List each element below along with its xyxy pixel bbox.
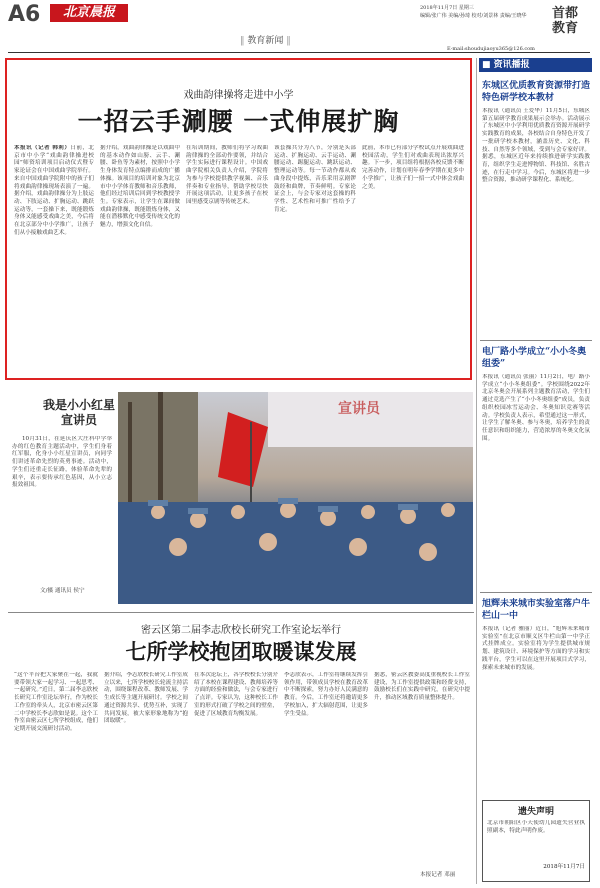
sidebar-item1-text: 本报讯（通讯员 王爱华）11月5日，东城区第五届研学教育成果展示会举办。活动展示了东城区中小学利用优质教育资源开展研学实践教育的成果，各校结合自身特色开发了一批研学校本教材，涵盖历史、文化、科技、自然等多个领域，受到与会专家好评。据悉，东城区近年来持续推进研学实践教育，组织学生走进博物馆、科技馆、名胜古迹，在行走中学习。今后，东城区将进一步整合资源，推动研学课程化、系统化。 [482, 108, 590, 184]
left-story-title: 我是小小红星宣讲员 [42, 398, 115, 427]
bottom-col-5: 据悉，密云区教委高度重视校长工作室建设，为工作室提供政策和经费支持，鼓励校长们在实践中研究，在研究中提升，推动区域教育质量整体提升。 [374, 672, 470, 702]
sidebar-divider-2 [480, 592, 592, 593]
sidebar-square-icon: ■ [482, 60, 491, 70]
header-rule [8, 52, 590, 53]
sidebar-item3-text: 本报讯（记者 雅丽）近日，“旭辉未来城市实验室”在北京市顺义区牛栏山第一中学正式挂牌成立。实验室将为学生提供城市规划、建筑设计、环境保护等方面的学习和实践平台，学生可以在这里开展项目式学习，探索未来城市的发展。 [482, 626, 590, 671]
lead-col-1 [14, 145, 94, 370]
sidebar-header [479, 58, 592, 72]
notice-date: 2018年11月7日 [543, 864, 585, 870]
sidebar-item3-title: 旭辉未来城市实验室落户牛栏山一中 [482, 599, 591, 621]
masthead-logo: 北京晨报 [50, 4, 128, 22]
photo-scene [118, 392, 473, 604]
bottom-col-2: 据介绍，李志欣校长研究工作室成立以来，七所学校校长轮流主持活动，围绕课程改革、教师发展、学生成长等主题开展研讨。学校之间通过资源共享、优势互补，实现了共同发展，被大家形象地称为“抱团取暖”。 [104, 672, 188, 725]
bottom-col-3: 在本次论坛上，各学校校长分别介绍了本校在课程建设、教师培养等方面的经验和做法，与会专家进行了点评。专家认为，这种校长工作室的形式打破了学校之间的壁垒，促进了区域教育均衡发展。 [194, 672, 278, 717]
header-date: 2018年11月7日 星期三 [420, 5, 474, 11]
bottom-rule [8, 612, 474, 613]
column-divider [476, 58, 477, 884]
header-editors: 编辑/张广伟 美编/孙琦 校对/刘景林 责编/王晓华 [420, 13, 527, 19]
sidebar-divider-1 [480, 340, 592, 341]
sidebar-item1-title: 东城区优质教育资源带打造特色研学校本教材 [482, 81, 591, 103]
lead-col-4: 该套操共分为八节，分别是头部运动、扩胸运动、云手运动、涮腰运动、踢腿运动、跳跃运动、整理运动等。每一节动作都从戏曲身段中提炼，音乐采用京剧锣鼓经和曲牌，节奏鲜明。专家论证会上，与会专家对这套操的科学性、艺术性和可推广性给予了肯定。 [274, 145, 356, 213]
notice-box [482, 800, 590, 882]
section-center: ‖ 教育新闻 ‖ [240, 36, 291, 46]
photo-banner-text: 宣讲员 [338, 401, 380, 417]
news-photo [118, 392, 473, 604]
bottom-kicker: 密云区第二届李志欣校长研究工作室论坛举行 [141, 625, 341, 636]
page-number: A6 [8, 2, 41, 27]
lead-byline: 本报讯（记者 韩莉） [14, 145, 71, 151]
bottom-headline: 七所学校抱团取暖谋发展 [125, 639, 357, 664]
sidebar-item2-title: 电厂路小学成立“小小冬奥组委” [482, 347, 587, 369]
lead-headline: 一招云手涮腰 一式伸展扩胸 [77, 107, 400, 136]
lead-col-1-text: 日前，北京市中小学“戏曲韵律操进校园”师资培训项目启动仪式暨专家论证会在中国戏曲学院举行。来自中国戏曲学院附中的孩子们将戏曲韵律操现场表演了一遍。据介绍，戏曲韵律操分为上肢运动、下肢运动、扩胸运动、跳跃运动等，一套操下来，既能锻炼身体又能感受戏曲之美，今后将在北京部分中小学推广，让孩子们从小接触戏曲艺术。 [14, 145, 94, 236]
notice-text: 北京市朝阳区小天使幼儿园遗失营业执照副本，特此声明作废。 [487, 820, 585, 834]
section-title-right: 首都 [552, 6, 579, 21]
sidebar-item2-text: 本报讯（通讯员 张丽）11月2日，电厂路小学成立“小小冬奥组委”。学校围绕2022年北京冬奥会开展系列主题教育活动，学生们通过竞选产生了“小小冬奥组委”成员，负责组织校园冰雪运动会、冬奥知识竞赛等活动。学校负责人表示，希望通过这一形式，让学生了解冬奥、参与冬奥，培养学生的责任意识和组织能力，营造浓厚的冬奥文化氛围。 [482, 374, 590, 442]
sidebar-title: 资讯播报 [493, 60, 530, 70]
lead-col-5: 此前，本市已有部分学校试点开展戏曲进校园活动，学生们对戏曲表现出浓厚兴趣。下一步，项目组将根据各校反馈不断完善动作，计划在明年春季学期在更多中小学推广，让孩子们一招一式中体会戏曲之美。 [362, 145, 464, 190]
lead-col-2: 据介绍，戏曲韵律操是以戏曲中的基本动作如山膀、云手、涮腰、卧鱼等为素材，按照中小学生身体发育特点编排而成的广播体操。该项目的培训对象为北京市中小学体育教师和音乐教师，他们经过培训后回到学校教授学生。专家表示，让学生在课间做戏曲韵律操，既能锻炼身体，又能在潜移默化中感受传统文化的魅力，增强文化自信。 [100, 145, 180, 229]
left-story-text: 10月31日，在延庆区大庄科中学举办的红色教育主题活动中，学生们身着红军服，化身小小红星宣讲员，向同学们讲述革命先烈的英勇事迹。活动中，学生们还重走长征路，体验革命先辈的艰辛，表示要传承红色基因，从小立志报效祖国。 [12, 436, 112, 489]
lead-col-3: 在培训期间，教师们将学习戏曲韵律操的全部动作要领，并结合学生实际进行课程设计。中国戏曲学院相关负责人介绍，学院将为参与学校提供教学视频、音乐伴奏和专业指导，帮助学校尽快开展这项活动，让更多孩子在校园里感受京剧等传统艺术。 [186, 145, 268, 205]
notice-title: 遗失声明 [517, 807, 554, 817]
bottom-col-1: “这个平台把大家聚在一起，我就要带领大家一起学习、一起思考、一起研究。”近日，第二届李志欣校长研究工作室论坛举行，作为校长工作室的牵头人，北京市密云区第二中学校长李志欣如是说。这个工作室由密云区七所学校组成，他们定期开展交流研讨活动。 [14, 672, 98, 732]
section-title-right-2: 教育 [552, 21, 579, 36]
bottom-col-4: 李志欣表示，工作室将继续发挥引领作用，带领成员学校在教育改革中不断探索，努力办好人民满意的教育。今后，工作室还将邀请更多学校加入，扩大辐射范围，让更多学生受益。 [284, 672, 368, 717]
bottom-credit: 本报记者 邓丽 [420, 872, 456, 878]
section-center-label: 教育新闻 [247, 36, 284, 46]
lead-kicker: 戏曲韵律操将走进中小学 [183, 90, 294, 101]
left-story-credit: 文/摄 通讯员 侯宁 [40, 588, 85, 594]
header-email: E-mail:shoudujiaoyu365@126.com [447, 46, 535, 52]
